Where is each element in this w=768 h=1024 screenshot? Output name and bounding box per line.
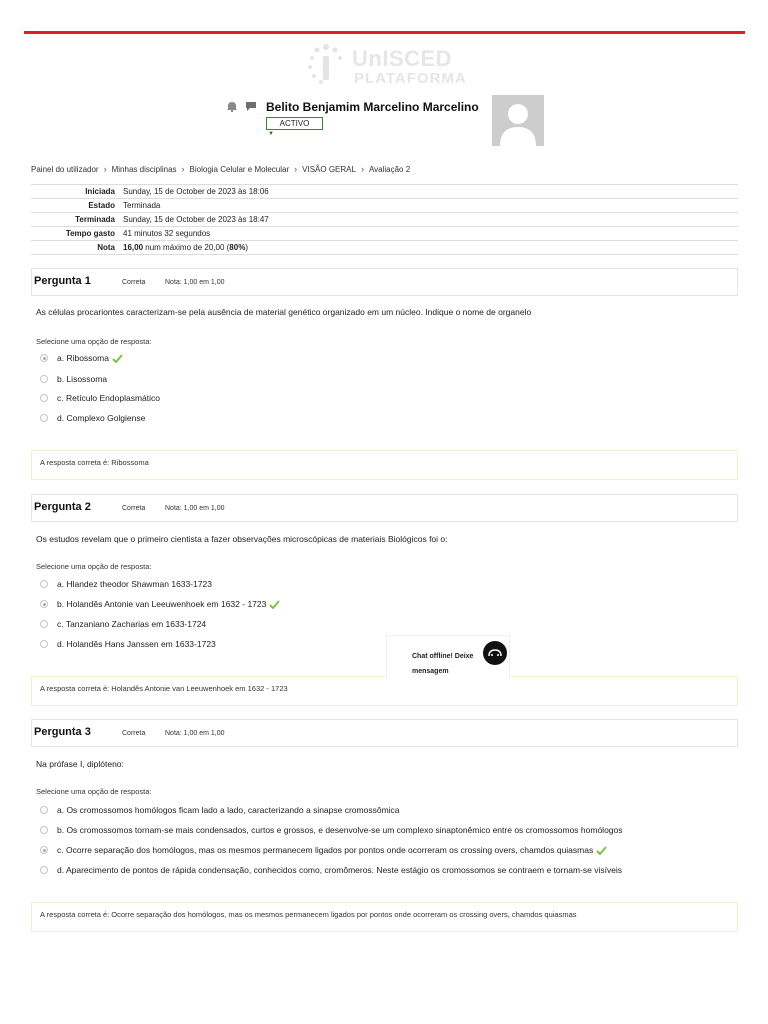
option-label: d. Holandês Hans Janssen em 1633-1723 — [57, 639, 216, 649]
question-1-option-a[interactable] — [40, 353, 123, 363]
question-1-option-b[interactable] — [40, 374, 107, 384]
radio-button[interactable] — [40, 826, 48, 834]
unisced-logo — [306, 42, 466, 88]
question-2-option-b[interactable] — [40, 599, 280, 609]
question-1-option-c[interactable] — [40, 393, 160, 403]
grade-score: 16,00 — [123, 243, 144, 252]
radio-button[interactable] — [40, 640, 48, 648]
breadcrumb-item-overview[interactable]: VISÃO GERAL — [302, 164, 356, 174]
avatar[interactable] — [492, 95, 544, 146]
chat-offline-text[interactable]: Chat offline! Deixe mensagem — [412, 653, 474, 675]
summary-row-grade — [31, 241, 738, 255]
logo-dots-icon — [306, 42, 346, 86]
option-label: b. Os cromossomos tornam-se mais condensados, curtos e grossos, e desenvolve-se um complexo sinaptonêmico entre os cromossomos homólogos — [57, 825, 623, 835]
chevron-right-icon: › — [294, 164, 298, 174]
radio-button[interactable] — [40, 866, 48, 874]
chevron-right-icon: › — [181, 164, 185, 174]
option-label: d. Aparecimento de pontos de rápida condensação, conhecidos como, cromômeros. Neste estágio os cromossomos se contraem e tornam-se visíveis — [57, 865, 623, 875]
question-state: Correta — [122, 730, 146, 737]
question-3-header — [31, 719, 738, 747]
summary-value: Terminada — [123, 201, 161, 210]
question-2-header — [31, 494, 738, 522]
radio-button[interactable] — [40, 580, 48, 588]
chat-icon[interactable] — [483, 641, 507, 665]
question-2-option-d[interactable] — [40, 639, 216, 649]
avatar-placeholder-icon — [492, 95, 544, 146]
summary-label: Terminada — [75, 215, 115, 224]
question-title: Pergunta 1 — [34, 275, 91, 287]
chevron-right-icon: › — [360, 164, 364, 174]
logo-name: UnISCED — [352, 46, 453, 71]
header-icons — [226, 101, 257, 112]
option-label: c. Tanzaniano Zacharias em 1633-1724 — [57, 619, 207, 629]
question-1-feedback: A resposta correta é: Ribossoma — [31, 450, 738, 480]
option-label: c. Retículo Endoplasmático — [57, 393, 160, 403]
chevron-right-icon: › — [103, 164, 107, 174]
breadcrumb — [31, 164, 410, 174]
breadcrumb-item-course[interactable]: Biologia Celular e Molecular — [189, 164, 290, 174]
option-label: b. Lisossoma — [57, 374, 108, 384]
question-3-option-d[interactable] — [40, 865, 622, 875]
radio-button[interactable] — [40, 354, 48, 362]
question-title: Pergunta 3 — [34, 726, 91, 738]
chat-widget[interactable] — [386, 635, 510, 679]
summary-row-finished — [31, 213, 738, 227]
question-2-option-a[interactable] — [40, 579, 212, 589]
radio-button[interactable] — [40, 806, 48, 814]
option-label: c. Ocorre separação dos homólogos, mas os mesmos permanecem ligados por pontos onde ocorreram os crossing overs, chamdos quiasmas — [57, 845, 594, 855]
question-grade: Nota: 1,00 em 1,00 — [165, 730, 225, 737]
question-3-option-b[interactable] — [40, 825, 623, 835]
question-grade: Nota: 1,00 em 1,00 — [165, 279, 225, 286]
summary-label: Tempo gasto — [65, 229, 115, 238]
question-1-header — [31, 268, 738, 296]
summary-value: Sunday, 15 de October de 2023 às 18:06 — [123, 187, 269, 196]
radio-button[interactable] — [40, 394, 48, 402]
summary-row-state — [31, 199, 738, 213]
top-accent-bar — [24, 31, 745, 34]
option-label: d. Complexo Golgiense — [57, 413, 146, 423]
question-1-text: As células procariontes caracterizam-se pela ausência de material genético organizado em um núcleo. Indique o nome de organelo — [36, 307, 532, 317]
grade-percent: 80% — [229, 243, 246, 252]
radio-button[interactable] — [40, 846, 48, 854]
radio-button[interactable] — [40, 620, 48, 628]
user-name[interactable]: Belito Benjamim Marcelino Marcelino — [266, 100, 479, 114]
option-label: b. Holandês Antonie van Leeuwenhoek em 1632 - 1723 — [57, 599, 267, 609]
summary-grade-value — [123, 241, 738, 254]
breadcrumb-item-dashboard[interactable]: Painel do utilizador — [31, 164, 99, 174]
checkmark-icon — [112, 354, 123, 363]
message-icon[interactable] — [245, 101, 257, 112]
answer-prompt: Selecione uma opção de resposta: — [36, 337, 152, 346]
option-label: a. Ribossoma — [57, 353, 109, 363]
option-label: a. Hlandez theodor Shawman 1633-1723 — [57, 579, 212, 589]
status-badge[interactable]: ACTIVO — [266, 117, 323, 130]
answer-prompt: Selecione uma opção de resposta: — [36, 787, 152, 796]
chevron-down-icon[interactable]: ▼ — [268, 131, 274, 137]
summary-value: Sunday, 15 de October de 2023 às 18:47 — [123, 215, 269, 224]
radio-button[interactable] — [40, 375, 48, 383]
question-state: Correta — [122, 505, 146, 512]
summary-value: 41 minutos 32 segundos — [123, 229, 211, 238]
attempt-summary-table — [31, 184, 738, 255]
answer-prompt: Selecione uma opção de resposta: — [36, 562, 152, 571]
question-3-feedback: A resposta correta é: Ocorre separação dos homólogos, mas os mesmos permanecem ligados por pontos onde ocorreram os crossing overs, chamdos quiasmas — [31, 902, 738, 932]
question-2-text: Os estudos revelam que o primeiro cientista a fazer observações microscópicas de materiais Biológicos foi o: — [36, 534, 448, 544]
summary-row-started — [31, 185, 738, 199]
logo-subtitle: PLATAFORMA — [354, 70, 467, 87]
question-state: Correta — [122, 279, 146, 286]
bell-icon[interactable] — [226, 101, 238, 112]
chat-bubble-icon — [483, 641, 507, 665]
question-3-option-a[interactable] — [40, 805, 400, 815]
question-3-text: Na prófase I, diplóteno: — [36, 759, 124, 769]
grade-end: ) — [245, 243, 248, 252]
question-title: Pergunta 2 — [34, 501, 91, 513]
radio-button[interactable] — [40, 414, 48, 422]
question-1-option-d[interactable] — [40, 413, 145, 423]
checkmark-icon — [596, 846, 607, 855]
grade-max-text: num máximo de 20,00 ( — [143, 243, 230, 252]
question-3-option-c[interactable] — [40, 845, 607, 855]
option-label: a. Os cromossomos homólogos ficam lado a lado, caracterizando a sinapse cromossômica — [57, 805, 400, 815]
summary-label: Estado — [88, 201, 115, 210]
radio-button[interactable] — [40, 600, 48, 608]
question-grade: Nota: 1,00 em 1,00 — [165, 505, 225, 512]
summary-row-time-taken — [31, 227, 738, 241]
summary-label: Iniciada — [85, 187, 115, 196]
question-2-feedback: A resposta correta é: Holandês Antonie van Leeuwenhoek em 1632 - 1723 — [31, 676, 738, 706]
checkmark-icon — [269, 600, 280, 609]
breadcrumb-item-assessment[interactable]: Avaliação 2 — [368, 164, 411, 174]
breadcrumb-item-my-courses[interactable]: Minhas disciplinas — [111, 164, 177, 174]
summary-label: Nota — [97, 243, 115, 252]
question-2-option-c[interactable] — [40, 619, 206, 629]
